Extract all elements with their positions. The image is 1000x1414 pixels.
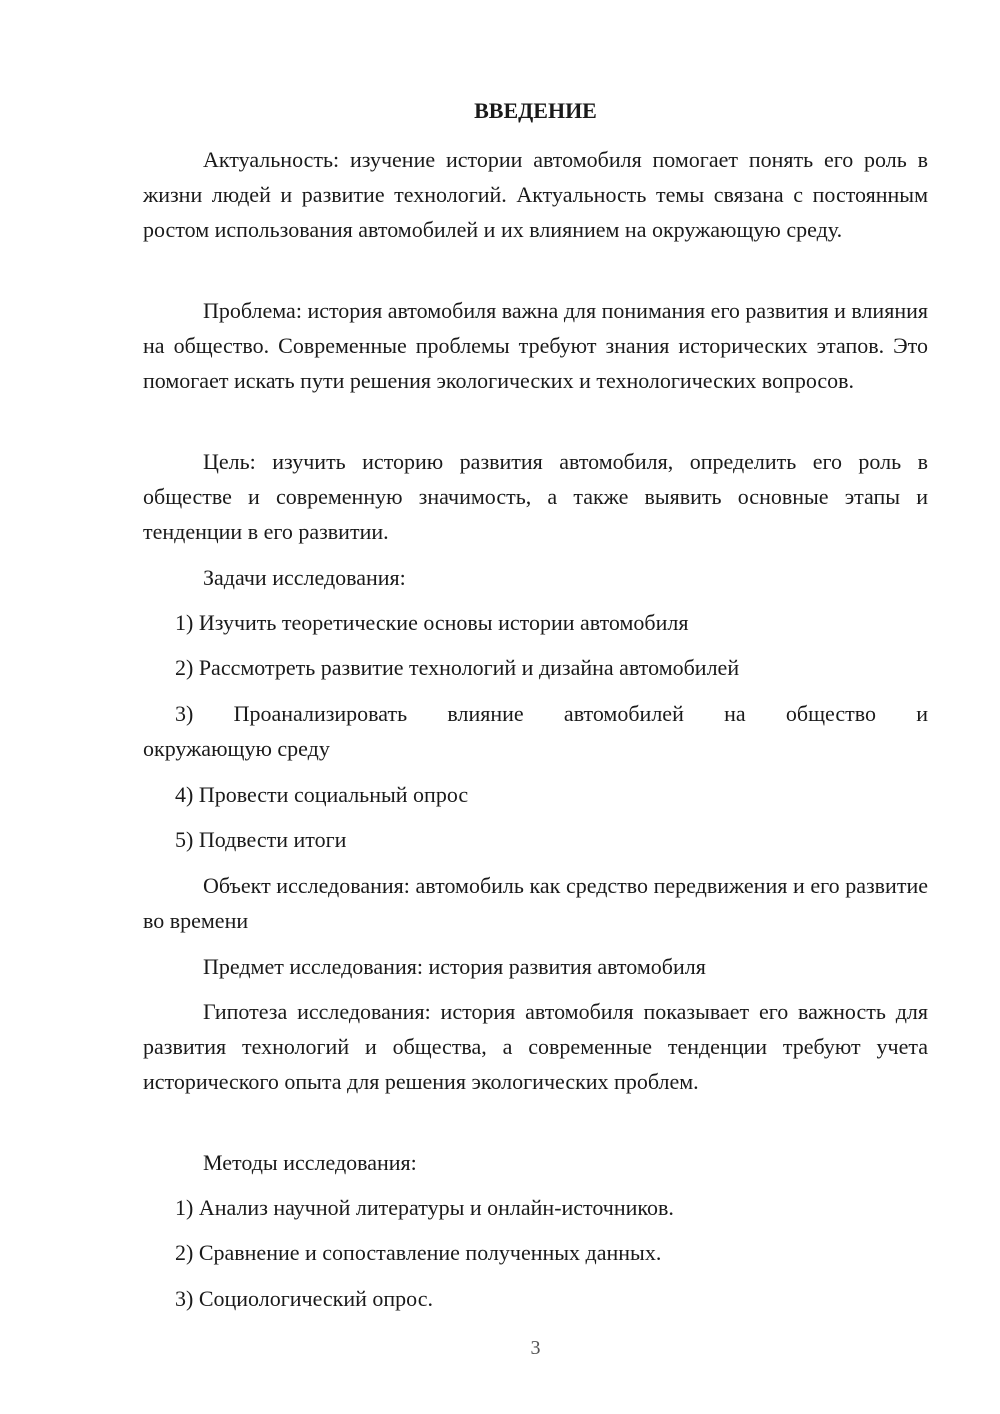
document-page xyxy=(143,0,928,1414)
subject-paragraph: Предмет исследования: история развития автомобиля xyxy=(203,954,706,979)
task-item-3 xyxy=(143,696,928,766)
task-item-3-line1: 3) Проанализировать влияние автомобилей на общество и xyxy=(175,701,928,726)
task-item-3-line2: окружающую среду xyxy=(143,736,330,761)
object-paragraph: Объект исследования: автомобиль как средство передвижения и его развитие во времени xyxy=(143,873,928,933)
hypothesis-paragraph: Гипотеза исследования: история автомобиля показывает его важность для развития технологий и общества, а современные тенденции требуют учета исторического опыта для решения экологических проблем. xyxy=(143,999,928,1094)
problem-paragraph: Проблема: история автомобиля важна для понимания его развития и влияния на общество. Современные проблемы требуют знания исторических этапов. Это помогает искать пути решения экологических и технологических вопросов. xyxy=(143,298,928,393)
task-item-4: 4) Провести социальный опрос xyxy=(175,782,469,807)
page-number: 3 xyxy=(530,1337,541,1359)
tasks-heading: Задачи исследования: xyxy=(203,565,406,590)
task-item-2: 2) Рассмотреть развитие технологий и дизайна автомобилей xyxy=(175,655,740,680)
method-item-3: 3) Социологический опрос. xyxy=(175,1286,433,1311)
methods-heading: Методы исследования: xyxy=(203,1150,417,1175)
task-item-5: 5) Подвести итоги xyxy=(175,827,347,852)
section-title: ВВЕДЕНИЕ xyxy=(474,98,597,123)
relevance-paragraph: Актуальность: изучение истории автомобиля помогает понять его роль в жизни людей и развитие технологий. Актуальность темы связана с постоянным ростом использования автомобилей и их влиянием на окружающую среду. xyxy=(143,147,928,242)
task-item-1: 1) Изучить теоретические основы истории автомобиля xyxy=(175,610,689,635)
method-item-1: 1) Анализ научной литературы и онлайн-источников. xyxy=(175,1195,674,1220)
goal-paragraph: Цель: изучить историю развития автомобиля, определить его роль в обществе и современную значимость, а также выявить основные этапы и тенденции в его развитии. xyxy=(143,449,928,544)
method-item-2: 2) Сравнение и сопоставление полученных данных. xyxy=(175,1240,662,1265)
